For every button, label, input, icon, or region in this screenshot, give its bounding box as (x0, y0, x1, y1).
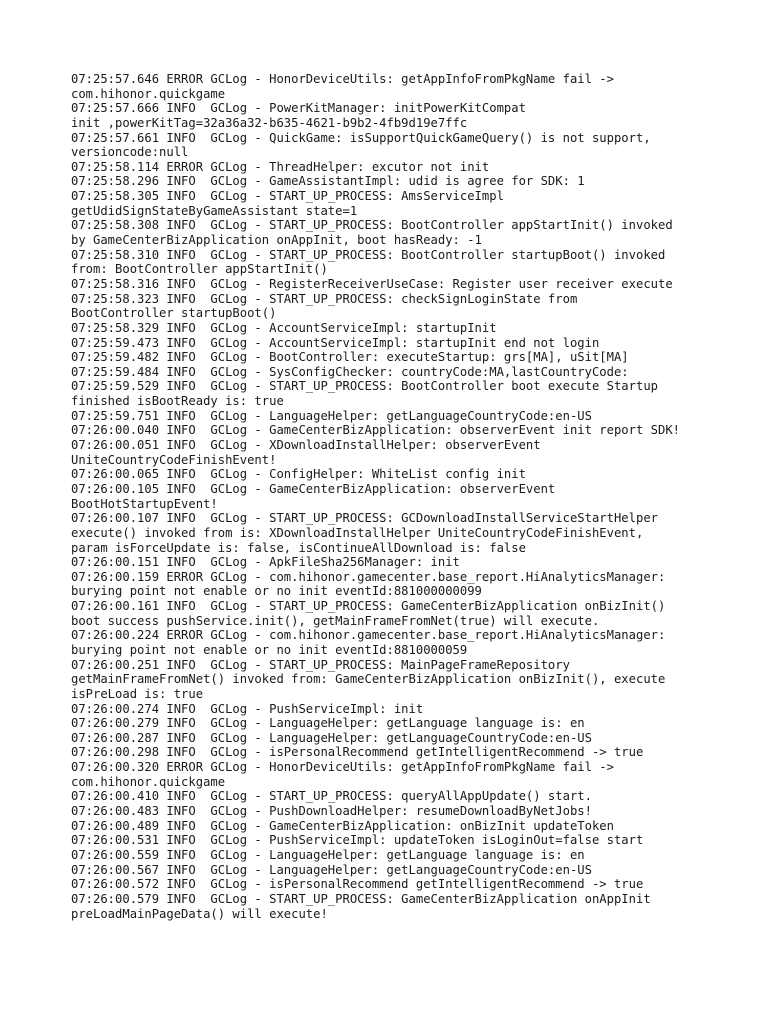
log-line: 07:25:58.316 INFO GCLog - RegisterReceiverUseCase: Register user receiver execute (71, 276, 673, 291)
log-line: burying point not enable or no init eventId:8810000059 (71, 642, 468, 657)
log-line: 07:25:57.666 INFO GCLog - PowerKitManager: initPowerKitCompat (71, 101, 526, 116)
log-line: 07:26:00.320 ERROR GCLog - HonorDeviceUtils: getAppInfoFromPkgName fail -> (71, 760, 614, 775)
log-line: preLoadMainPageData() will execute! (71, 906, 328, 921)
log-line: 07:26:00.161 INFO GCLog - START_UP_PROCESS: GameCenterBizApplication onBizInit() (71, 599, 666, 614)
log-line: 07:26:00.531 INFO GCLog - PushServiceImpl: updateToken isLoginOut=false start (71, 833, 644, 848)
log-line: 07:25:59.482 INFO GCLog - BootController: executeStartup: grs[MA], uSit[MA] (71, 350, 629, 365)
log-line: 07:26:00.279 INFO GCLog - LanguageHelper: getLanguage language is: en (71, 716, 585, 731)
log-line: 07:26:00.559 INFO GCLog - LanguageHelper: getLanguage language is: en (71, 847, 585, 862)
log-line: getUdidSignStateByGameAssistant state=1 (71, 203, 358, 218)
log-line: finished isBootReady is: true (71, 394, 284, 409)
log-line: init ,powerKitTag=32a36a32-b635-4621-b9b2-4fb9d19e7ffc (71, 115, 468, 130)
log-line: param isForceUpdate is: false, isContinueAllDownload is: false (71, 540, 526, 555)
log-line: com.hihonor.quickgame (71, 86, 226, 101)
log-line: getMainFrameFromNet() invoked from: GameCenterBizApplication onBizInit(), execute (71, 672, 666, 687)
log-line: 07:25:57.646 ERROR GCLog - HonorDeviceUtils: getAppInfoFromPkgName fail -> (71, 72, 614, 86)
log-line: 07:26:00.579 INFO GCLog - START_UP_PROCESS: GameCenterBizApplication onAppInit (71, 891, 651, 906)
log-line: 07:26:00.051 INFO GCLog - XDownloadInstallHelper: observerEvent (71, 438, 541, 453)
log-line: from: BootController appStartInit() (71, 262, 328, 277)
log-line: 07:26:00.287 INFO GCLog - LanguageHelper: getLanguageCountryCode:en-US (71, 730, 592, 745)
log-line: isPreLoad is: true (71, 686, 204, 701)
log-line: 07:26:00.105 INFO GCLog - GameCenterBizApplication: observerEvent (71, 481, 556, 496)
log-line: 07:25:58.305 INFO GCLog - START_UP_PROCESS: AmsServiceImpl (71, 189, 504, 204)
log-line: 07:26:00.224 ERROR GCLog - com.hihonor.gamecenter.base_report.HiAnalyticsManager: (71, 628, 666, 643)
log-line: 07:26:00.567 INFO GCLog - LanguageHelper: getLanguageCountryCode:en-US (71, 862, 592, 877)
log-line: 07:26:00.251 INFO GCLog - START_UP_PROCESS: MainPageFrameRepository (71, 657, 570, 672)
log-line: boot success pushService.init(), getMainFrameFromNet(true) will execute. (71, 613, 600, 628)
log-line: 07:26:00.065 INFO GCLog - ConfigHelper: WhiteList config init (71, 467, 526, 482)
log-line: versioncode:null (71, 145, 189, 160)
log-line: 07:26:00.572 INFO GCLog - isPersonalRecommend getIntelligentRecommend -> true (71, 877, 644, 892)
log-line: 07:26:00.107 INFO GCLog - START_UP_PROCESS: GCDownloadInstallServiceStartHelper (71, 511, 658, 526)
log-line: 07:26:00.159 ERROR GCLog - com.hihonor.gamecenter.base_report.HiAnalyticsManager: (71, 569, 666, 584)
log-line: 07:25:57.661 INFO GCLog - QuickGame: isSupportQuickGameQuery() is not support, (71, 130, 651, 145)
log-line: 07:25:59.529 INFO GCLog - START_UP_PROCESS: BootController boot execute Startup (71, 379, 658, 394)
log-line: BootController startupBoot() (71, 306, 277, 321)
log-line: 07:25:59.484 INFO GCLog - SysConfigChecker: countryCode:MA,lastCountryCode: (71, 364, 629, 379)
log-line: 07:25:58.323 INFO GCLog - START_UP_PROCESS: checkSignLoginState from (71, 291, 578, 306)
log-line: 07:26:00.040 INFO GCLog - GameCenterBizApplication: observerEvent init report SDK! (71, 423, 681, 438)
log-line: com.hihonor.quickgame (71, 774, 226, 789)
log-line: 07:25:58.114 ERROR GCLog - ThreadHelper: excutor not init (71, 159, 490, 174)
log-line: 07:26:00.483 INFO GCLog - PushDownloadHelper: resumeDownloadByNetJobs! (71, 804, 592, 819)
log-line: 07:26:00.410 INFO GCLog - START_UP_PROCESS: queryAllAppUpdate() start. (71, 789, 592, 804)
log-line: 07:26:00.489 INFO GCLog - GameCenterBizApplication: onBizInit updateToken (71, 818, 614, 833)
log-line: 07:26:00.298 INFO GCLog - isPersonalRecommend getIntelligentRecommend -> true (71, 745, 644, 760)
log-line: 07:25:58.308 INFO GCLog - START_UP_PROCESS: BootController appStartInit() invoked (71, 218, 673, 233)
log-line: 07:26:00.274 INFO GCLog - PushServiceImpl: init (71, 701, 424, 716)
log-line: 07:25:58.310 INFO GCLog - START_UP_PROCESS: BootController startupBoot() invoked (71, 247, 666, 262)
log-line: 07:25:58.329 INFO GCLog - AccountServiceImpl: startupInit (71, 320, 497, 335)
log-line: execute() invoked from is: XDownloadInstallHelper UniteCountryCodeFinishEvent, (71, 525, 644, 540)
log-line: 07:25:58.296 INFO GCLog - GameAssistantImpl: udid is agree for SDK: 1 (71, 174, 585, 189)
log-line: burying point not enable or no init eventId:881000000099 (71, 584, 482, 599)
log-line: by GameCenterBizApplication onAppInit, boot hasReady: -1 (71, 233, 482, 248)
log-line: 07:25:59.473 INFO GCLog - AccountServiceImpl: startupInit end not login (71, 335, 600, 350)
log-line: BootHotStartupEvent! (71, 496, 218, 511)
log-text-block (71, 72, 711, 921)
log-line: UniteCountryCodeFinishEvent! (71, 452, 277, 467)
log-line: 07:26:00.151 INFO GCLog - ApkFileSha256Manager: init (71, 555, 460, 570)
log-line: 07:25:59.751 INFO GCLog - LanguageHelper: getLanguageCountryCode:en-US (71, 408, 592, 423)
